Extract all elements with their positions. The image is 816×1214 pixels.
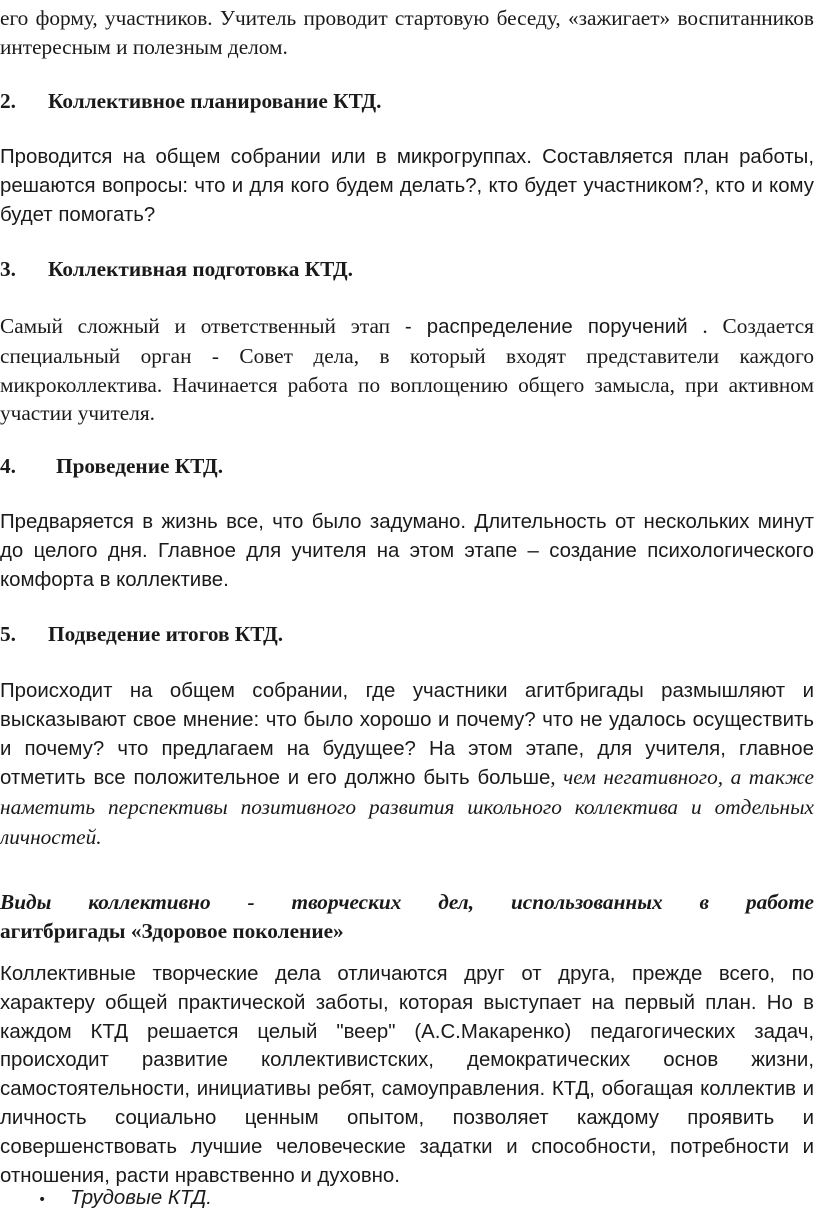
bullet-icon: • xyxy=(38,1192,47,1208)
list-item xyxy=(38,1184,212,1214)
stage-2-text: Проводится на общем собрании или в микрогруппах. Составляется план работы, решаются вопросы: что и для кого будем делать?, кто будет участником?, кто и кому будет помогать? xyxy=(0,146,814,226)
stage-2-title: Коллективное планирование КТД. xyxy=(48,89,382,113)
section-heading-bold: агитбригады «Здоровое поколение» xyxy=(0,918,344,943)
stage-4-title: Проведение КТД. xyxy=(56,454,224,478)
stage-3-text-end: . Создается специальный орган - Совет дела, в который входят представители каждого микроколлектива. Начинается работа по воплощению общего замысла, при активном участии учителя. xyxy=(0,314,814,426)
section-heading xyxy=(0,888,814,946)
stage-2-heading xyxy=(0,87,381,115)
stage-3-heading xyxy=(0,255,353,283)
stage-5-heading xyxy=(0,620,283,648)
stage-5-title: Подведение итогов КТД. xyxy=(48,622,284,646)
stage-4-heading xyxy=(0,452,223,480)
stage-5-text xyxy=(0,677,814,853)
stage-3-text xyxy=(0,312,814,428)
stage-4-text: Предваряется в жизнь все, что было задумано. Длительность от нескольких минут до целого дня. Главное для учителя на этом этапе – создание психологического комфорта в коллективе. xyxy=(0,511,814,591)
stage-3-number: 3. xyxy=(0,257,16,281)
section-paragraph: Коллективные творческие дела отличаются друг от друга, прежде всего, по характеру общей практической заботы, которая выступает на первый план. Но в каждом КТД решается целый "веер" (А.С.Макаренко) педагогических задач, происходит развитие коллективистских, демократических основ жизни, самостоятельности, инициативы ребят, самоуправления. КТД, обогащая коллектив и личность социально ценным опытом, позволяет каждому проявить и совершенствовать лучшие человеческие задатки и способности, потребности и отношения, расти нравственно и духовно. xyxy=(0,963,814,1187)
stage-5-number: 5. xyxy=(0,622,16,646)
stage-3-title: Коллективная подготовка КТД. xyxy=(48,257,353,281)
list-item-label: Трудовые КТД. xyxy=(70,1187,212,1209)
stage-3-text-start: Самый сложный и ответственный этап xyxy=(0,314,405,338)
intro-paragraph: его форму, участников. Учитель проводит стартовую беседу, «зажигает» воспитанников интересным и полезным делом. xyxy=(0,6,814,59)
stage-5-text-main: Происходит на общем собрании, где участники агитбригады размышляют и высказывают свое мнение: что было хорошо и почему? что не удалось осуществить и почему? что предлагаем на будущее? На этом этапе, для учителя, главное отметить все положительное и его должно быть больше xyxy=(0,680,814,790)
stage-3-text-highlight: - распределение поручений xyxy=(404,316,688,338)
section-heading-italic: Виды коллективно - творческих дел, использованных в работе xyxy=(0,890,814,914)
stage-5-text-italic: , чем негативного, а также наметить перспективы позитивного развития школьного коллектива и отдельных личностей. xyxy=(0,765,814,849)
stage-2-number: 2. xyxy=(0,89,16,113)
stage-4-number: 4. xyxy=(0,454,16,478)
